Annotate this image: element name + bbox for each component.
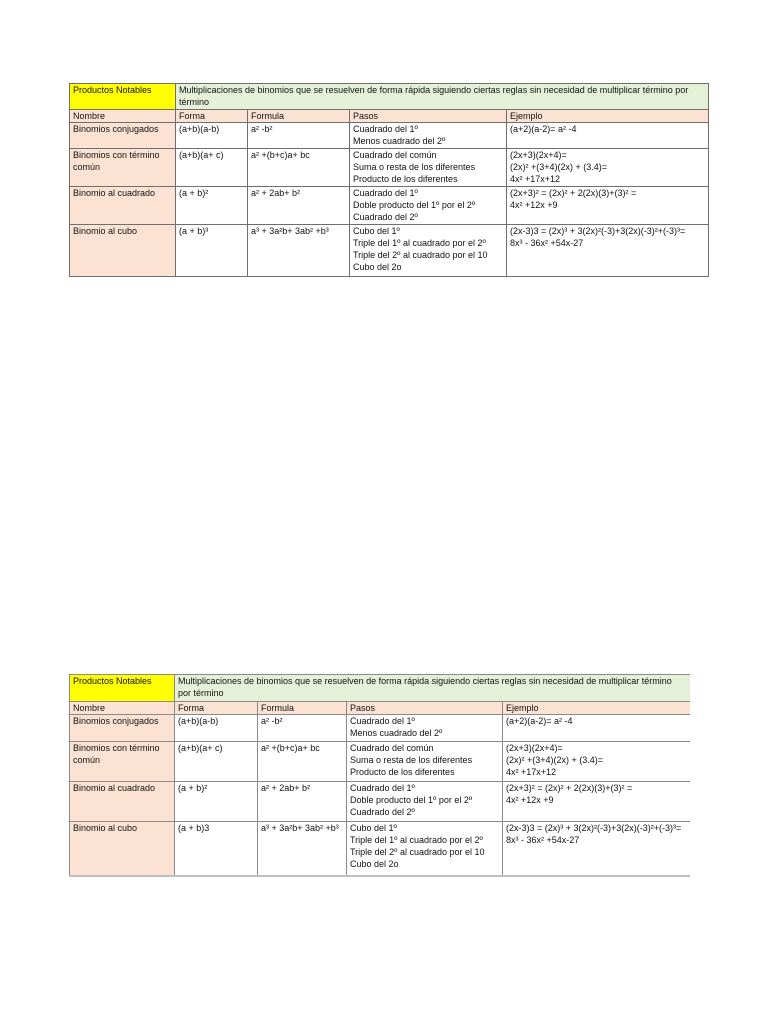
ejemplo-line: (2x+3)(2x+4)= bbox=[506, 743, 563, 753]
header-formula: Formula bbox=[258, 702, 347, 715]
cell-pasos bbox=[347, 742, 503, 782]
cell-nombre: Binomios con término común bbox=[70, 149, 176, 187]
cell-pasos bbox=[350, 225, 507, 277]
cell-forma: (a+b)(a+ c) bbox=[176, 149, 248, 187]
ejemplo-line: (2x)² +(3+4)(2x) + (3.4)= bbox=[510, 162, 608, 172]
ejemplo-line: 4x² +12x +9 bbox=[506, 795, 554, 805]
paso-line: Suma o resta de los diferentes bbox=[353, 162, 476, 172]
cell-forma: (a+b)(a-b) bbox=[176, 123, 248, 149]
header-pasos: Pasos bbox=[347, 702, 503, 715]
cell-formula: a² +(b+c)a+ bc bbox=[258, 742, 347, 782]
header-ejemplo: Ejemplo bbox=[503, 702, 690, 715]
table-title: Productos Notables bbox=[70, 84, 176, 110]
cell-ejemplo bbox=[507, 225, 709, 277]
cell-forma: (a + b)² bbox=[176, 187, 248, 225]
ejemplo-line: (2x)² +(3+4)(2x) + (3.4)= bbox=[506, 755, 604, 765]
cell-nombre: Binomios conjugados bbox=[70, 123, 176, 149]
header-pasos: Pasos bbox=[350, 110, 507, 123]
cell-ejemplo bbox=[507, 123, 709, 149]
cell-forma: (a+b)(a-b) bbox=[175, 715, 258, 742]
paso-line: Doble producto del 1º por el 2º bbox=[353, 200, 476, 210]
paso-line: Cubo del 2o bbox=[350, 859, 399, 869]
cell-nombre: Binomio al cubo bbox=[70, 225, 176, 277]
paso-line: Triple del 1º al cuadrado por el 2º bbox=[350, 835, 483, 845]
paso-line: Cuadrado del 1º bbox=[350, 716, 415, 726]
table-description: Multiplicaciones de binomios que se resuelven de forma rápida siguiendo ciertas reglas sin necesidad de multiplicar término por término bbox=[175, 675, 690, 702]
paso-line: Producto de los diferentes bbox=[350, 767, 455, 777]
paso-line: Cubo del 1º bbox=[350, 823, 397, 833]
header-forma: Forma bbox=[176, 110, 248, 123]
cell-ejemplo bbox=[503, 782, 690, 822]
ejemplo-line: (2x+3)(2x+4)= bbox=[510, 150, 567, 160]
table-row bbox=[70, 822, 690, 876]
cell-pasos bbox=[347, 715, 503, 742]
ejemplo-line: 4x² +12x +9 bbox=[510, 200, 558, 210]
paso-line: Cuadrado del 1º bbox=[353, 188, 418, 198]
cell-ejemplo bbox=[503, 715, 690, 742]
header-nombre: Nombre bbox=[70, 110, 176, 123]
paso-line: Cuadrado del común bbox=[353, 150, 437, 160]
cell-forma: (a + b)3 bbox=[175, 822, 258, 876]
productos-notables-table-2 bbox=[69, 674, 690, 877]
paso-line: Triple del 1º al cuadrado por el 2º bbox=[353, 238, 486, 248]
ejemplo-line: 8x³ - 36x² +54x-27 bbox=[510, 238, 584, 248]
cell-formula: a³ + 3a²b+ 3ab² +b³ bbox=[248, 225, 350, 277]
table-row bbox=[70, 715, 690, 742]
cell-ejemplo bbox=[503, 822, 690, 876]
ejemplo-line: 8x³ - 36x² +54x-27 bbox=[506, 835, 580, 845]
cell-forma: (a + b)³ bbox=[176, 225, 248, 277]
cell-nombre: Binomios conjugados bbox=[70, 715, 175, 742]
header-formula: Formula bbox=[248, 110, 350, 123]
ejemplo-line: (2x+3)² = (2x)² + 2(2x)(3)+(3)² = bbox=[510, 188, 637, 198]
cell-ejemplo bbox=[503, 742, 690, 782]
paso-line: Menos cuadrado del 2º bbox=[353, 136, 446, 146]
paso-line: Cubo del 2o bbox=[353, 262, 402, 272]
table-row bbox=[70, 149, 709, 187]
cell-formula: a² + 2ab+ b² bbox=[258, 782, 347, 822]
cell-pasos bbox=[347, 822, 503, 876]
table-row bbox=[70, 742, 690, 782]
header-forma: Forma bbox=[175, 702, 258, 715]
cell-nombre: Binomio al cuadrado bbox=[70, 187, 176, 225]
table-row bbox=[70, 782, 690, 822]
cell-pasos bbox=[347, 782, 503, 822]
cell-formula: a² -b² bbox=[248, 123, 350, 149]
ejemplo-line: (a+2)(a-2)= a² -4 bbox=[510, 124, 577, 134]
ejemplo-line: (2x-3)3 = (2x)³ + 3(2x)²(-3)+3(2x)(-3)²+(-3)³= bbox=[506, 823, 682, 833]
paso-line: Cubo del 1º bbox=[353, 226, 400, 236]
cell-pasos bbox=[350, 187, 507, 225]
ejemplo-line: 4x² +17x+12 bbox=[506, 767, 557, 777]
paso-line: Doble producto del 1º por el 2º bbox=[350, 795, 473, 805]
ejemplo-line: (a+2)(a-2)= a² -4 bbox=[506, 716, 573, 726]
table-row bbox=[70, 187, 709, 225]
cell-pasos bbox=[350, 149, 507, 187]
cell-ejemplo bbox=[507, 149, 709, 187]
ejemplo-line: (2x-3)3 = (2x)³ + 3(2x)²(-3)+3(2x)(-3)²+(-3)³= bbox=[510, 226, 686, 236]
paso-line: Triple del 2º al cuadrado por el 10 bbox=[350, 847, 485, 857]
paso-line: Menos cuadrado del 2º bbox=[350, 728, 443, 738]
paso-line: Suma o resta de los diferentes bbox=[350, 755, 473, 765]
paso-line: Producto de los diferentes bbox=[353, 174, 458, 184]
ejemplo-line: (2x+3)² = (2x)² + 2(2x)(3)+(3)² = bbox=[506, 783, 633, 793]
cell-forma: (a+b)(a+ c) bbox=[175, 742, 258, 782]
cell-ejemplo bbox=[507, 187, 709, 225]
table-description: Multiplicaciones de binomios que se resuelven de forma rápida siguiendo ciertas reglas sin necesidad de multiplicar término por término bbox=[176, 84, 709, 110]
table-title: Productos Notables bbox=[70, 675, 175, 702]
paso-line: Cuadrado del 2º bbox=[350, 807, 415, 817]
cell-pasos bbox=[350, 123, 507, 149]
cell-nombre: Binomio al cuadrado bbox=[70, 782, 175, 822]
paso-line: Cuadrado del común bbox=[350, 743, 434, 753]
cell-formula: a² +(b+c)a+ bc bbox=[248, 149, 350, 187]
paso-line: Cuadrado del 2º bbox=[353, 212, 418, 222]
ejemplo-line: 4x² +17x+12 bbox=[510, 174, 561, 184]
paso-line: Cuadrado del 1º bbox=[350, 783, 415, 793]
header-nombre: Nombre bbox=[70, 702, 175, 715]
cell-nombre: Binomios con término común bbox=[70, 742, 175, 782]
productos-notables-table-1 bbox=[69, 83, 709, 277]
cell-formula: a² + 2ab+ b² bbox=[248, 187, 350, 225]
table-row bbox=[70, 225, 709, 277]
paso-line: Triple del 2º al cuadrado por el 10 bbox=[353, 250, 488, 260]
cell-formula: a² -b² bbox=[258, 715, 347, 742]
cell-forma: (a + b)² bbox=[175, 782, 258, 822]
cell-nombre: Binomio al cubo bbox=[70, 822, 175, 876]
cell-formula: a³ + 3a²b+ 3ab² +b³ bbox=[258, 822, 347, 876]
table-row bbox=[70, 123, 709, 149]
paso-line: Cuadrado del 1º bbox=[353, 124, 418, 134]
header-ejemplo: Ejemplo bbox=[507, 110, 709, 123]
